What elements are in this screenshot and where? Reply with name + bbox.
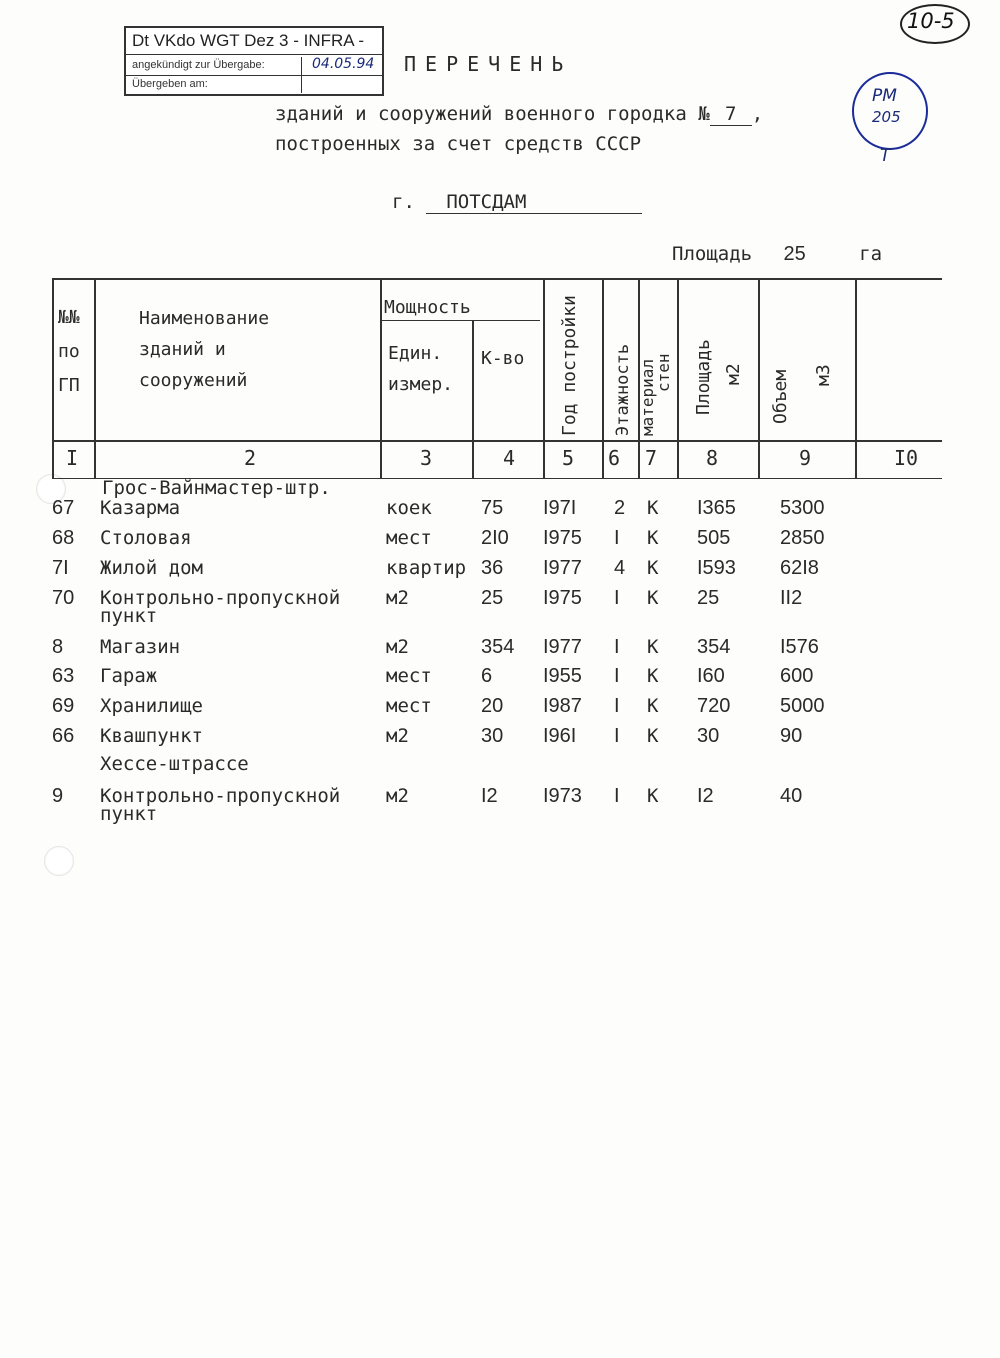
- cell-unit: мест: [386, 695, 432, 717]
- cell-qty: I2: [481, 785, 498, 807]
- header-unit-line2: измер.: [388, 374, 454, 395]
- area-value: 25: [783, 243, 806, 265]
- circled-note-top: PM: [872, 86, 897, 106]
- cell-no: 69: [52, 695, 75, 717]
- cell-floors: I: [614, 527, 620, 549]
- cell-unit: коек: [386, 497, 432, 519]
- cell-unit: мест: [386, 665, 432, 687]
- column-number-5: 5: [561, 446, 575, 470]
- column-number-6: 6: [607, 446, 621, 470]
- cell-material: К: [647, 725, 659, 747]
- cell-qty: 36: [481, 557, 504, 579]
- cell-qty: 354: [481, 636, 515, 658]
- cell-no: 68: [52, 527, 75, 549]
- cell-volume: 40: [780, 785, 803, 807]
- cell-area: I593: [697, 557, 736, 579]
- cell-qty: 2I0: [481, 527, 509, 549]
- column-number-3: 3: [419, 446, 433, 470]
- cell-year: I975: [543, 527, 582, 549]
- cell-material: К: [647, 527, 659, 549]
- cell-year: I97I: [543, 497, 577, 519]
- cell-floors: I: [614, 785, 620, 807]
- city-name: ПОТСДАМ: [426, 191, 642, 214]
- stamp-line-1: Dt VKdo WGT Dez 3 - INFRA -: [132, 31, 365, 50]
- column-number-8: 8: [705, 446, 719, 470]
- header-material-line2: стен: [654, 353, 673, 392]
- header-volume-line2: м3: [813, 364, 834, 386]
- cell-year: I987: [543, 695, 582, 717]
- cell-name-continuation: пункт: [100, 803, 158, 825]
- cell-volume: 90: [780, 725, 803, 747]
- cell-name-continuation: пункт: [100, 605, 158, 627]
- cell-material: К: [647, 557, 659, 579]
- cell-no: 7I: [52, 557, 69, 579]
- column-number-2: 2: [243, 446, 257, 470]
- area-line: [672, 243, 882, 266]
- cell-floors: I: [614, 665, 620, 687]
- cell-unit: мест: [386, 527, 432, 549]
- cell-year: I975: [543, 587, 582, 609]
- cell-unit: квартир: [386, 557, 467, 579]
- cell-volume: 62I8: [780, 557, 819, 579]
- cell-no: 70: [52, 587, 75, 609]
- cell-material: К: [647, 785, 659, 807]
- cell-qty: 30: [481, 725, 504, 747]
- cell-no: 9: [52, 785, 64, 807]
- cell-unit: м2: [386, 725, 409, 747]
- subtitle-line-1: [275, 103, 763, 126]
- cell-volume: 2850: [780, 527, 825, 549]
- cell-floors: 4: [614, 557, 626, 579]
- header-gp-line1: №№: [58, 307, 80, 328]
- cell-floors: I: [614, 587, 620, 609]
- cell-material: К: [647, 695, 659, 717]
- cell-floors: I: [614, 636, 620, 658]
- header-name-line3: сооружений: [139, 370, 248, 391]
- header-name: [139, 303, 269, 396]
- cell-volume: II2: [780, 587, 803, 609]
- column-number-10: I0: [893, 446, 919, 470]
- cell-year: I977: [543, 557, 582, 579]
- cell-volume: 5000: [780, 695, 825, 717]
- city-line: [392, 191, 642, 214]
- stamp-handed-over-label: Übergeben am:: [132, 78, 208, 90]
- cell-area: 30: [697, 725, 720, 747]
- cell-name: Жилой дом: [100, 557, 203, 579]
- punch-hole-bottom: [44, 846, 74, 876]
- cell-unit: м2: [386, 636, 409, 658]
- header-floors: Этажность: [613, 343, 633, 436]
- header-area-line1: Площадь: [693, 339, 714, 415]
- cell-no: 8: [52, 636, 64, 658]
- cell-area: 354: [697, 636, 731, 658]
- document-title: ПЕРЕЧЕНЬ: [404, 52, 573, 76]
- column-number-1: I: [65, 446, 79, 470]
- cell-material: К: [647, 497, 659, 519]
- header-unit: [388, 338, 453, 400]
- header-material-line1: материал: [638, 358, 657, 436]
- cell-unit: м2: [386, 587, 409, 609]
- subtitle-prefix: зданий и сооружений военного городка №: [275, 103, 710, 125]
- column-number-9: 9: [798, 446, 812, 470]
- cell-qty: 6: [481, 665, 493, 687]
- cell-area: 25: [697, 587, 720, 609]
- cell-no: 67: [52, 497, 75, 519]
- cell-area: I365: [697, 497, 736, 519]
- archive-stamp: [124, 26, 384, 96]
- cell-floors: 2: [614, 497, 626, 519]
- cell-material: К: [647, 665, 659, 687]
- area-label: Площадь: [672, 243, 753, 265]
- cell-qty: 25: [481, 587, 504, 609]
- subtitle-line-2: построенных за счет средств СССР: [275, 133, 642, 155]
- cell-qty: 75: [481, 497, 504, 519]
- circled-note-bottom: 205: [872, 108, 901, 126]
- cell-year: I973: [543, 785, 582, 807]
- cell-volume: I576: [780, 636, 819, 658]
- cell-volume: 5300: [780, 497, 825, 519]
- cell-no: 63: [52, 665, 75, 687]
- cell-volume: 600: [780, 665, 814, 687]
- column-number-7: 7: [644, 446, 658, 470]
- header-quantity: К-во: [481, 348, 525, 369]
- cell-area: I60: [697, 665, 725, 687]
- cell-name: Квашпункт: [100, 725, 203, 747]
- stamp-announced-label: angekündigt zur Übergabe:: [132, 59, 265, 71]
- header-gp-line2: по: [58, 341, 80, 362]
- header-name-line2: зданий и: [139, 339, 226, 360]
- header-name-line1: Наименование: [139, 308, 270, 329]
- cell-name: Гараж: [100, 665, 158, 687]
- cell-floors: I: [614, 695, 620, 717]
- cell-year: I977: [543, 636, 582, 658]
- cell-floors: I: [614, 725, 620, 747]
- cell-material: К: [647, 587, 659, 609]
- stamp-announced-date: 04.05.94: [312, 56, 375, 72]
- cell-name: Столовая: [100, 527, 192, 549]
- section-street-1: Грос-Вайнмастер-штр.: [102, 477, 331, 499]
- subtitle-suffix: ,: [751, 103, 764, 125]
- cell-name: Казарма: [100, 497, 181, 519]
- cell-material: К: [647, 636, 659, 658]
- header-area-line2: м2: [723, 363, 744, 385]
- cell-year: I955: [543, 665, 582, 687]
- corner-reference: 10-5: [907, 9, 955, 33]
- cell-name: Хранилище: [100, 695, 203, 717]
- header-volume-line1: Объем: [770, 369, 791, 424]
- header-unit-line1: Един.: [388, 343, 443, 364]
- city-prefix: г.: [392, 191, 415, 213]
- header-gp-number: [58, 301, 80, 403]
- cell-year: I96I: [543, 725, 577, 747]
- cell-name: Контрольно-пропускной: [100, 587, 341, 609]
- circled-note-mark: T: [880, 146, 891, 166]
- column-number-4: 4: [502, 446, 516, 470]
- cell-area: 505: [697, 527, 731, 549]
- cell-unit: м2: [386, 785, 409, 807]
- section-street-2: Хессе-штрассе: [100, 753, 249, 775]
- header-capacity: Мощность: [384, 297, 471, 318]
- cell-qty: 20: [481, 695, 504, 717]
- cell-area: 720: [697, 695, 731, 717]
- cell-name: Магазин: [100, 636, 181, 658]
- header-year: Год постройки: [559, 295, 580, 436]
- cell-no: 66: [52, 725, 75, 747]
- header-gp-line3: ГП: [58, 375, 80, 396]
- area-unit: га: [859, 243, 883, 265]
- cell-name: Контрольно-пропускной: [100, 785, 341, 807]
- cell-area: I2: [697, 785, 714, 807]
- town-number: 7: [710, 103, 752, 126]
